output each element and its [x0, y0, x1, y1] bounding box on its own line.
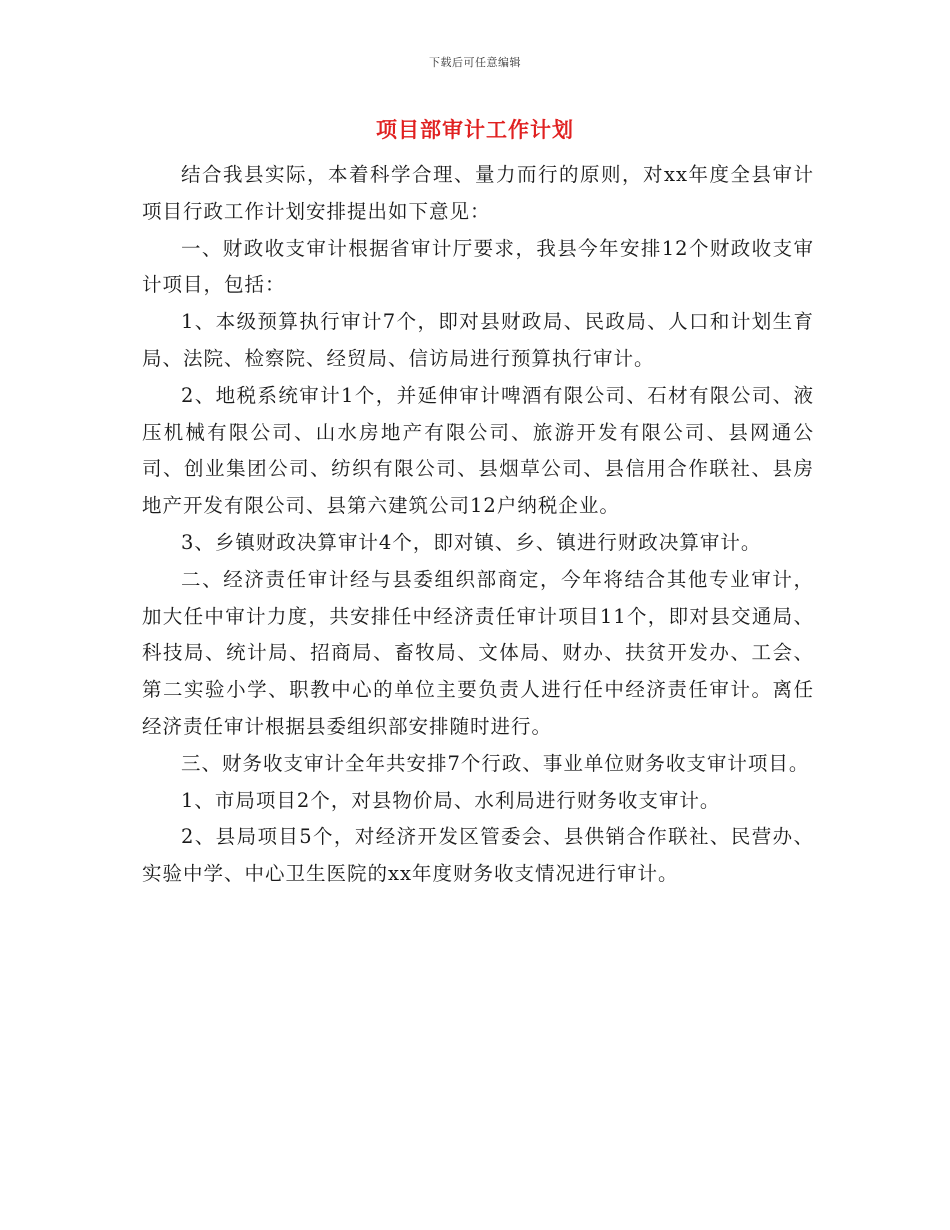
paragraph: 2、地税系统审计1个，并延伸审计啤酒有限公司、石材有限公司、液压机械有限公司、山水房地产有限公司、旅游开发有限公司、县网通公司、创业集团公司、纺织有限公司、县烟草公司、县信用合作联社、县房地产开发有限公司、县第六建筑公司12户纳税企业。	[142, 383, 814, 518]
paragraph: 结合我县实际，本着科学合理、量力而行的原则，对xx年度全县审计项目行政工作计划安排提出如下意见：	[142, 163, 814, 223]
document-title: 项目部审计工作计划	[376, 117, 574, 142]
paragraph: 1、本级预算执行审计7个，即对县财政局、民政局、人口和计划生育局、法院、检察院、经贸局、信访局进行预算执行审计。	[142, 310, 814, 370]
paragraph: 三、财务收支审计全年共安排7个行政、事业单位财务收支审计项目。	[181, 751, 810, 775]
paragraph: 3、乡镇财政决算审计4个，即对镇、乡、镇进行财政决算审计。	[181, 530, 762, 554]
paragraph: 1、市局项目2个，对县物价局、水利局进行财务收支审计。	[181, 788, 721, 812]
document-body	[142, 157, 814, 893]
paragraph: 2、县局项目5个，对经济开发区管委会、县供销合作联社、民营办、实验中学、中心卫生医院的xx年度财务收支情况进行审计。	[142, 825, 814, 886]
paragraph: 一、财政收支审计根据省审计厅要求，我县今年安排12个财政收支审计项目，包括：	[142, 236, 814, 297]
header-note: 下载后可任意编辑	[429, 56, 521, 69]
paragraph: 二、经济责任审计经与县委组织部商定，今年将结合其他专业审计，加大任中审计力度，共安排任中经济责任审计项目11个，即对县交通局、科技局、统计局、招商局、畜牧局、文体局、财办、扶贫开发办、工会、第二实验小学、职教中心的单位主要负责人进行任中经济责任审计。离任经济责任审计根据县委组织部安排随时进行。	[142, 567, 814, 738]
